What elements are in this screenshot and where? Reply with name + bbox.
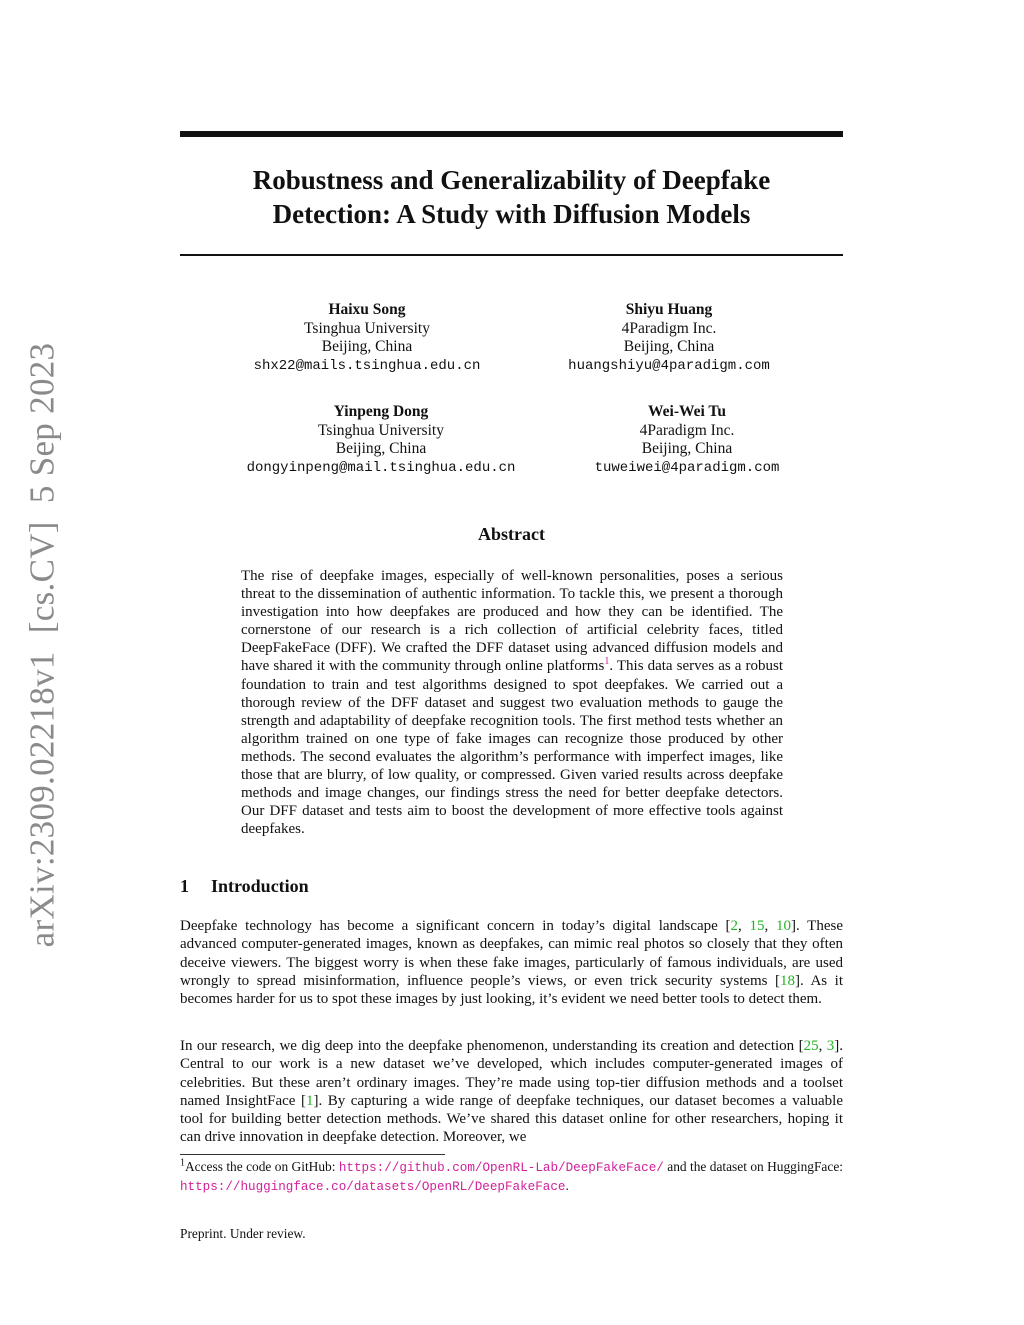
section-number: 1 — [180, 876, 189, 896]
arxiv-stamp — [22, 342, 62, 948]
paper-title — [180, 163, 843, 231]
citation-link[interactable]: 10 — [775, 918, 791, 934]
abstract-text — [241, 567, 783, 838]
author-location: Beijing, China — [623, 338, 715, 355]
footnote-marker[interactable]: 1 — [604, 656, 610, 668]
arxiv-stamp-text: arXiv:2309.02218v1 [cs.CV] 5 Sep 2023 — [22, 342, 62, 948]
title-bottom-rule — [180, 254, 843, 256]
abstract-heading: Abstract — [478, 524, 545, 544]
section-heading — [180, 876, 309, 897]
author-affiliation: Tsinghua University — [304, 319, 430, 337]
author-affiliation: 4Paradigm Inc. — [639, 421, 735, 439]
author-affiliation: 4Paradigm Inc. — [621, 319, 717, 337]
author-email[interactable]: shx22@mails.tsinghua.edu.cn — [253, 357, 481, 374]
author-name: Shiyu Huang — [625, 301, 713, 318]
huggingface-link[interactable]: https://huggingface.co/datasets/OpenRL/DeepFakeFace — [180, 1180, 566, 1194]
text-run: , — [738, 918, 750, 934]
title-line-2: Detection: A Study with Diffusion Models — [272, 199, 751, 229]
author-block — [207, 301, 527, 375]
author-email[interactable]: huangshiyu@4paradigm.com — [568, 357, 770, 374]
text-run: ]. These advanced computer-generated images, known as deepfakes, can mimic real photos so closely that they often deceive viewers. The biggest worry is when these fake images, particularly of famous individuals, are used wrongly to spread misinformation, influence people’s views, or even trick security systems [ — [180, 918, 843, 989]
footnote-text: Access the code on GitHub: — [185, 1159, 339, 1174]
footnote-text: . — [565, 1178, 569, 1193]
text-run: , — [764, 918, 776, 934]
title-line-1: Robustness and Generalizability of Deepfake — [252, 165, 771, 195]
text-run: ]. As it becomes harder for us to spot these images by just looking, it’s evident we need better tools to detect them. — [180, 972, 843, 1008]
citation-link[interactable]: 2 — [730, 918, 739, 934]
text-run: , — [818, 1038, 827, 1054]
preprint-note: Preprint. Under review. — [180, 1226, 306, 1241]
footnote-text: and the dataset on HuggingFace: — [663, 1159, 843, 1174]
author-location: Beijing, China — [335, 440, 427, 457]
citation-link[interactable]: 18 — [780, 972, 796, 989]
github-link[interactable]: https://github.com/OpenRL-Lab/DeepFakeFace/ — [338, 1161, 664, 1175]
author-location: Beijing, China — [321, 338, 413, 355]
author-affiliation: Tsinghua University — [318, 421, 444, 439]
title-top-rule — [180, 131, 843, 137]
citation-link[interactable]: 25 — [803, 1038, 819, 1054]
intro-paragraph-1 — [180, 917, 843, 1008]
author-email[interactable]: tuweiwei@4paradigm.com — [594, 459, 780, 476]
footnote-number: 1 — [180, 1157, 185, 1169]
abstract-text-part-1: The rise of deepfake images, especially of well-known personalities, poses a serious threat to the dissemination of authentic information. To tackle this, we present a thorough investigation into how deepfakes are produced and how they can be identified. The cornerstone of our research is a rich collection of artificial celebrity faces, titled DeepFakeFace (DFF). We crafted the DFF dataset using advanced diffusion models and have shared it with the community through online platforms — [241, 568, 783, 675]
footnote-divider — [180, 1154, 445, 1155]
citation-link[interactable]: 15 — [749, 918, 765, 934]
author-location: Beijing, China — [641, 440, 733, 457]
text-run: Deepfake technology has become a significant concern in today’s digital landscape [ — [180, 918, 731, 934]
author-block — [509, 301, 829, 375]
text-run: In our research, we dig deep into the deepfake phenomenon, understanding its creation and detection [ — [180, 1038, 804, 1054]
text-run: ]. Central to our work is a new dataset we’ve developed, which includes computer-generated images of celebrities. But these aren’t ordinary images. They’re made using top-tier diffusion methods and a toolset named InsightFace [ — [180, 1038, 843, 1109]
intro-paragraph-2 — [180, 1037, 843, 1147]
citation-link[interactable]: 3 — [826, 1038, 835, 1054]
abstract-text-part-2: . This data serves as a robust foundation to train and test algorithms designed to spot deepfakes. We carried out a thorough review of the DFF dataset and suggest two evaluation methods to gauge the strength and adaptability of deepfake recognition tools. The first method tests whether an algorithm trained on one type of fake images can recognize those produced by other methods. The second evaluates the algorithm’s performance with imperfect images, like those that are blurry, of low quality, or compressed. Given varied results across deepfake methods and image changes, our findings stress the need for better deepfake detectors. Our DFF dataset and tests aim to boost the development of more effective tools against deepfakes. — [241, 658, 783, 838]
author-name: Yinpeng Dong — [333, 403, 429, 420]
footnote — [180, 1158, 843, 1196]
author-name: Haixu Song — [328, 301, 406, 318]
text-run: ]. By capturing a wide range of deepfake techniques, our dataset becomes a valuable tool for building better detection methods. We’ve shared this dataset online for other researchers, hoping it can drive innovation in deepfake detection. Moreover, we — [180, 1092, 843, 1146]
author-block — [221, 403, 541, 477]
author-name: Wei-Wei Tu — [648, 403, 726, 420]
citation-link[interactable]: 1 — [305, 1092, 314, 1109]
author-email[interactable]: dongyinpeng@mail.tsinghua.edu.cn — [246, 459, 516, 476]
author-block — [527, 403, 847, 477]
section-title: Introduction — [211, 876, 309, 896]
